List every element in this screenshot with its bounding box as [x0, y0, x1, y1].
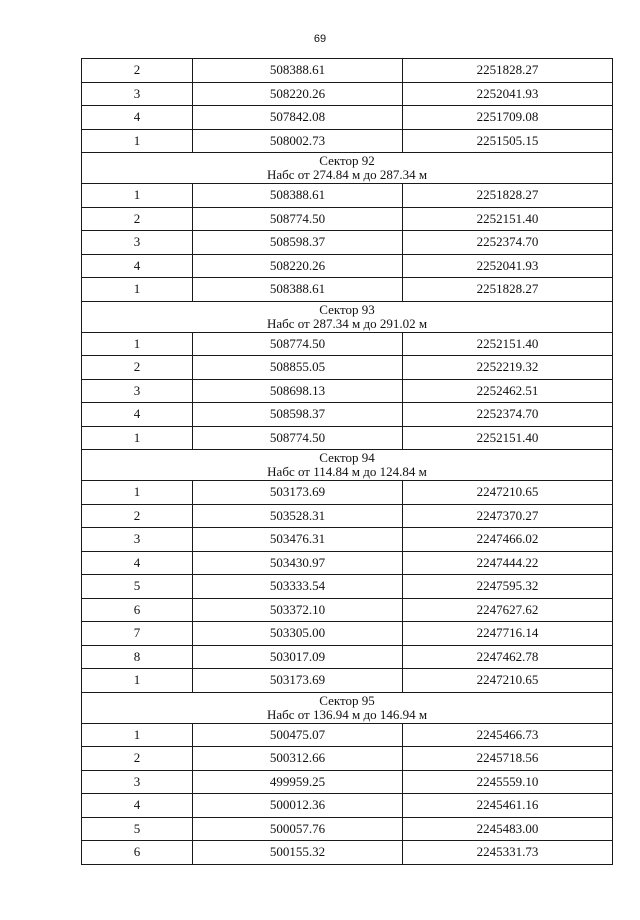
y-coordinate: 2252041.93: [403, 82, 613, 106]
x-coordinate: 503305.00: [193, 622, 403, 646]
sector-title: Сектор 94: [319, 450, 375, 465]
table-row: [82, 747, 613, 771]
y-coordinate: 2252151.40: [403, 332, 613, 356]
y-coordinate: 2245483.00: [403, 817, 613, 841]
sector-header: [82, 692, 613, 723]
table-row: [82, 184, 613, 208]
y-coordinate: 2247210.65: [403, 481, 613, 505]
x-coordinate: 508388.61: [193, 278, 403, 302]
y-coordinate: 2252462.51: [403, 379, 613, 403]
point-number: 4: [82, 403, 193, 427]
x-coordinate: 508774.50: [193, 332, 403, 356]
sector-height-range: Набс от 114.84 м до 124.84 м: [267, 464, 427, 479]
y-coordinate: 2252374.70: [403, 403, 613, 427]
sector-title: Сектор 92: [319, 153, 375, 168]
y-coordinate: 2247595.32: [403, 575, 613, 599]
sector-title: Сектор 93: [319, 301, 375, 317]
point-number: 2: [82, 356, 193, 380]
table-row: [82, 82, 613, 106]
x-coordinate: 508002.73: [193, 129, 403, 153]
point-number: 1: [82, 723, 193, 747]
y-coordinate: 2252151.40: [403, 207, 613, 231]
y-coordinate: 2245461.16: [403, 794, 613, 818]
y-coordinate: 2247462.78: [403, 645, 613, 669]
y-coordinate: 2251828.27: [403, 184, 613, 208]
x-coordinate: 503173.69: [193, 481, 403, 505]
point-number: 1: [82, 129, 193, 153]
y-coordinate: 2251828.27: [403, 59, 613, 83]
point-number: 3: [82, 379, 193, 403]
point-number: 3: [82, 528, 193, 552]
coordinates-table: [81, 58, 613, 865]
x-coordinate: 503173.69: [193, 669, 403, 693]
point-number: 6: [82, 841, 193, 865]
sector-height-range: Набс от 136.94 м до 146.94 м: [266, 706, 428, 722]
point-number: 1: [82, 481, 193, 505]
table-row: [82, 598, 613, 622]
point-number: 1: [82, 669, 193, 693]
y-coordinate: 2247370.27: [403, 504, 613, 528]
x-coordinate: 503430.97: [193, 551, 403, 575]
table-row: [82, 403, 613, 427]
point-number: 3: [82, 770, 193, 794]
point-number: 1: [82, 278, 193, 302]
point-number: 7: [82, 622, 193, 646]
x-coordinate: 500475.07: [193, 723, 403, 747]
point-number: 4: [82, 106, 193, 130]
point-number: 6: [82, 598, 193, 622]
table-row: [82, 356, 613, 380]
y-coordinate: 2247716.14: [403, 622, 613, 646]
x-coordinate: 499959.25: [193, 770, 403, 794]
y-coordinate: 2252151.40: [403, 426, 613, 450]
x-coordinate: 500312.66: [193, 747, 403, 771]
table-row: [82, 551, 613, 575]
coordinates-table-body: [82, 59, 613, 865]
sector-header-row: [82, 450, 613, 481]
point-number: 3: [82, 231, 193, 255]
y-coordinate: 2251828.27: [403, 278, 613, 302]
table-row: [82, 481, 613, 505]
table-row: [82, 669, 613, 693]
x-coordinate: 507842.08: [193, 106, 403, 130]
y-coordinate: 2245466.73: [403, 723, 613, 747]
sector-header-row: [82, 301, 613, 332]
point-number: 8: [82, 645, 193, 669]
sector-height-range: Набс от 274.84 м до 287.34 м: [266, 167, 428, 182]
x-coordinate: 508774.50: [193, 426, 403, 450]
x-coordinate: 508698.13: [193, 379, 403, 403]
point-number: 3: [82, 82, 193, 106]
table-row: [82, 379, 613, 403]
y-coordinate: 2252374.70: [403, 231, 613, 255]
table-row: [82, 254, 613, 278]
table-row: [82, 129, 613, 153]
y-coordinate: 2247210.65: [403, 669, 613, 693]
point-number: 2: [82, 504, 193, 528]
point-number: 1: [82, 332, 193, 356]
table-row: [82, 332, 613, 356]
y-coordinate: 2247466.02: [403, 528, 613, 552]
x-coordinate: 508774.50: [193, 207, 403, 231]
point-number: 2: [82, 747, 193, 771]
x-coordinate: 500012.36: [193, 794, 403, 818]
table-row: [82, 723, 613, 747]
y-coordinate: 2245718.56: [403, 747, 613, 771]
table-row: [82, 575, 613, 599]
sector-header: [82, 450, 613, 481]
y-coordinate: 2247627.62: [403, 598, 613, 622]
point-number: 2: [82, 59, 193, 83]
sector-header-row: [82, 153, 613, 184]
point-number: 2: [82, 207, 193, 231]
y-coordinate: 2252041.93: [403, 254, 613, 278]
table-row: [82, 528, 613, 552]
x-coordinate: 508598.37: [193, 403, 403, 427]
table-row: [82, 426, 613, 450]
point-number: 5: [82, 817, 193, 841]
sector-header: [82, 301, 613, 332]
table-row: [82, 841, 613, 865]
sector-title: Сектор 95: [319, 692, 375, 708]
table-row: [82, 794, 613, 818]
table-row: [82, 817, 613, 841]
table-row: [82, 645, 613, 669]
x-coordinate: 500057.76: [193, 817, 403, 841]
y-coordinate: 2251505.15: [403, 129, 613, 153]
y-coordinate: 2252219.32: [403, 356, 613, 380]
table-row: [82, 106, 613, 130]
x-coordinate: 503528.31: [193, 504, 403, 528]
table-row: [82, 622, 613, 646]
point-number: 1: [82, 184, 193, 208]
point-number: 5: [82, 575, 193, 599]
sector-height-range: Набс от 287.34 м до 291.02 м: [266, 315, 428, 331]
x-coordinate: 500155.32: [193, 841, 403, 865]
table-row: [82, 231, 613, 255]
x-coordinate: 508220.26: [193, 82, 403, 106]
table-row: [82, 278, 613, 302]
x-coordinate: 503476.31: [193, 528, 403, 552]
sector-header-row: [82, 692, 613, 723]
x-coordinate: 508598.37: [193, 231, 403, 255]
x-coordinate: 503017.09: [193, 645, 403, 669]
x-coordinate: 508388.61: [193, 184, 403, 208]
sector-header: [82, 153, 613, 184]
x-coordinate: 508220.26: [193, 254, 403, 278]
table-row: [82, 770, 613, 794]
table-row: [82, 504, 613, 528]
point-number: 4: [82, 551, 193, 575]
table-row: [82, 207, 613, 231]
y-coordinate: 2251709.08: [403, 106, 613, 130]
x-coordinate: 508388.61: [193, 59, 403, 83]
point-number: 4: [82, 794, 193, 818]
x-coordinate: 503333.54: [193, 575, 403, 599]
x-coordinate: 508855.05: [193, 356, 403, 380]
x-coordinate: 503372.10: [193, 598, 403, 622]
y-coordinate: 2245331.73: [403, 841, 613, 865]
point-number: 1: [82, 426, 193, 450]
point-number: 4: [82, 254, 193, 278]
y-coordinate: 2247444.22: [403, 551, 613, 575]
table-row: [82, 59, 613, 83]
y-coordinate: 2245559.10: [403, 770, 613, 794]
page-number: 69: [313, 33, 327, 45]
